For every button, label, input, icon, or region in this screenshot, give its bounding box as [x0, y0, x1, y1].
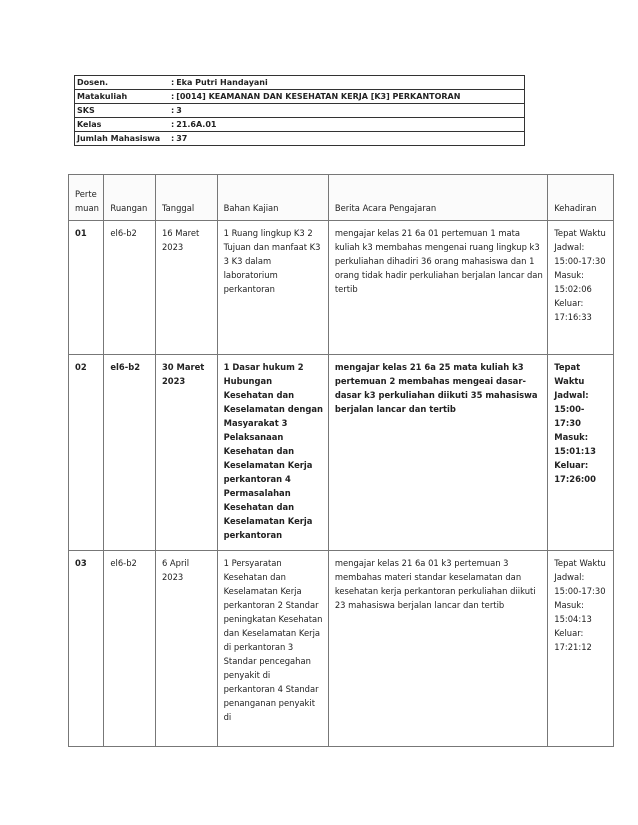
material-cell: 1 Dasar hukum 2 Hubungan Kesehatan dan Keselamatan dengan Masyarakat 3 Pelaksanaan Kesehatan dan Keselamatan Kerja perkantoran 4 Permasalahan Kesehatan dan Keselamatan Kerja perkantoran — [217, 355, 328, 551]
course-info-row — [75, 132, 525, 146]
column-header-room: Ruangan — [104, 175, 156, 221]
material-cell: 1 Persyaratan Kesehatan dan Keselamatan Kerja perkantoran 2 Standar peningkatan Kesehatan dan Keselamatan Kerja di perkantoran 3 Standar pencegahan penyakit di perkantoran 4 Standar penanganan penyakit di — [217, 551, 328, 747]
report-cell: mengajar kelas 21 6a 01 pertemuan 1 mata kuliah k3 membahas mengenai ruang lingkup k3 perkuliahan dihadiri 36 orang mahasiswa dan 1 orang tidak hadir perkuliahan berjalan lancar dan tertib — [328, 221, 547, 355]
meeting-number: 03 — [69, 551, 104, 747]
column-header-attendance: Kehadiran — [548, 175, 614, 221]
report-cell: mengajar kelas 21 6a 01 k3 pertemuan 3 membahas materi standar keselamatan dan kesehatan kerja perkantoran perkuliahan diikuti 23 mahasiswa berjalan lancar dan tertib — [328, 551, 547, 747]
table-header-row — [69, 175, 614, 221]
meeting-log-table — [68, 174, 614, 747]
course-info-row — [75, 118, 525, 132]
attendance-cell: Tepat Waktu Jadwal: 15:00-17:30 Masuk: 15:02:06 Keluar: 17:16:33 — [548, 221, 614, 355]
table-row — [69, 551, 614, 747]
class-label: Kelas — [75, 118, 170, 132]
course-value: : [0014] KEAMANAN DAN KESEHATAN KERJA [K3] PERKANTORAN — [169, 90, 525, 104]
course-label: Matakuliah — [75, 90, 170, 104]
date-cell: 6 April 2023 — [155, 551, 217, 747]
class-value: : 21.6A.01 — [169, 118, 525, 132]
report-cell: mengajar kelas 21 6a 25 mata kuliah k3 pertemuan 2 membahas mengeai dasar-dasar k3 perkuliahan diikuti 35 mahasiswa berjalan lancar dan tertib — [328, 355, 547, 551]
column-header-report: Berita Acara Pengajaran — [328, 175, 547, 221]
course-info-table — [74, 75, 525, 146]
date-cell: 16 Maret 2023 — [155, 221, 217, 355]
credits-value: : 3 — [169, 104, 525, 118]
lecturer-label: Dosen. — [75, 76, 170, 90]
attendance-cell: Tepat Waktu Jadwal: 15:00-17:30 Masuk: 15:01:13 Keluar: 17:26:00 — [548, 355, 614, 551]
meeting-number: 01 — [69, 221, 104, 355]
column-header-meeting: Perte muan — [69, 175, 104, 221]
material-cell: 1 Ruang lingkup K3 2 Tujuan dan manfaat K3 3 K3 dalam laboratorium perkantoran — [217, 221, 328, 355]
student-count-label: Jumlah Mahasiswa — [75, 132, 170, 146]
course-info-row — [75, 104, 525, 118]
date-cell: 30 Maret 2023 — [155, 355, 217, 551]
column-header-date: Tanggal — [155, 175, 217, 221]
course-info-row — [75, 90, 525, 104]
room-cell: el6-b2 — [104, 221, 156, 355]
student-count-value: : 37 — [169, 132, 525, 146]
table-row — [69, 355, 614, 551]
lecturer-value: : Eka Putri Handayani — [169, 76, 525, 90]
course-info-row — [75, 76, 525, 90]
attendance-cell: Tepat Waktu Jadwal: 15:00-17:30 Masuk: 15:04:13 Keluar: 17:21:12 — [548, 551, 614, 747]
credits-label: SKS — [75, 104, 170, 118]
meeting-number: 02 — [69, 355, 104, 551]
room-cell: el6-b2 — [104, 551, 156, 747]
table-row — [69, 221, 614, 355]
room-cell: el6-b2 — [104, 355, 156, 551]
column-header-material: Bahan Kajian — [217, 175, 328, 221]
